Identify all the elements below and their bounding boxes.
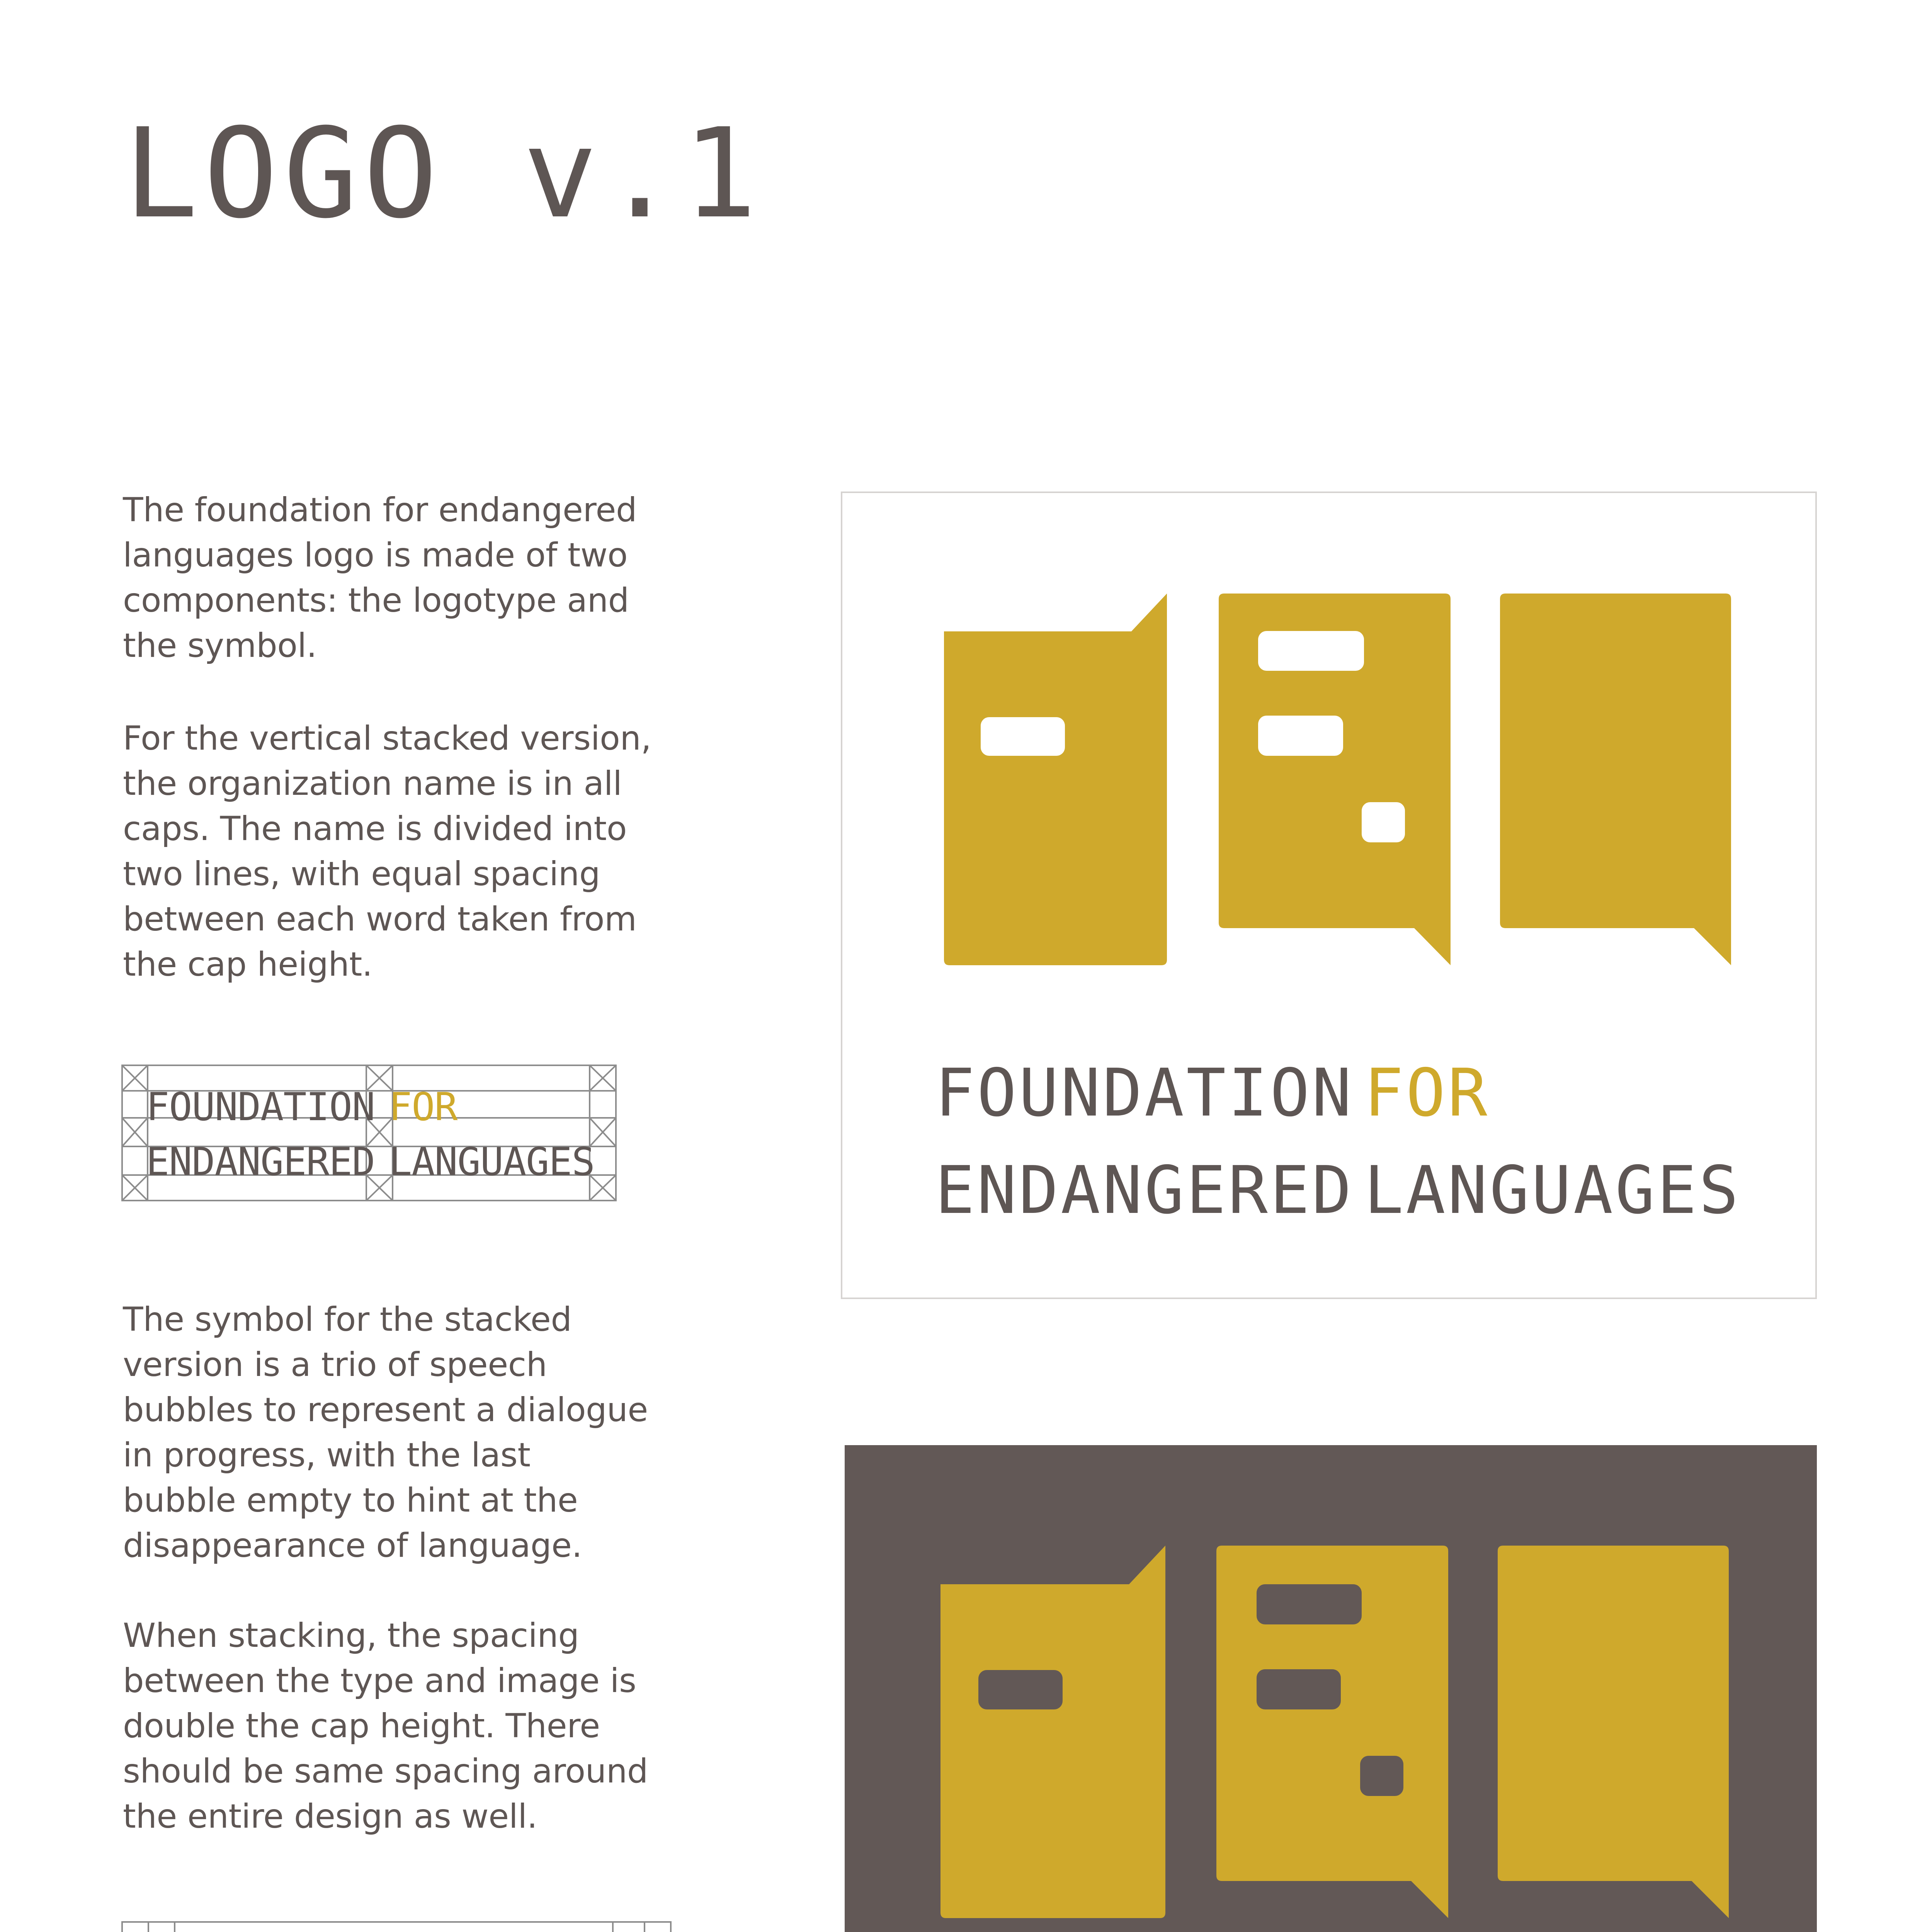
- text-line: should be same spacing around: [123, 1752, 648, 1791]
- text-line: the symbol.: [123, 626, 317, 665]
- text-line: between the type and image is: [123, 1662, 636, 1700]
- bubble-text-bar: [981, 717, 1065, 756]
- text-line: bubbles to represent a dialogue: [123, 1391, 648, 1429]
- text-line: double the cap height. There: [123, 1707, 600, 1745]
- logotype-word-languages: LANGUAGES: [1364, 1152, 1741, 1229]
- logo-panel-dark: [845, 1445, 1817, 1932]
- speech-bubble-right-empty: [1500, 594, 1731, 965]
- logotype-word-foundation: FOUNDATION: [935, 1055, 1354, 1131]
- bubble-text-bar: [1257, 1669, 1341, 1709]
- logotype-word-for: FOR: [389, 1084, 457, 1129]
- speech-bubble-left: [944, 594, 1167, 965]
- logotype-word-languages: LANGUAGES: [389, 1139, 595, 1184]
- speech-bubble-left: [940, 1546, 1165, 1918]
- speech-bubbles-trio-icon: [845, 1445, 1817, 1932]
- text-line: bubble empty to hint at the: [123, 1481, 578, 1520]
- text-line: languages logo is made of two: [123, 536, 628, 575]
- intro-paragraph: [123, 488, 672, 668]
- logotype-word-foundation: FOUNDATION: [146, 1084, 375, 1129]
- text-line: components: the logotype and: [123, 581, 629, 620]
- text-line: between each word taken from: [123, 900, 637, 939]
- text-line: caps. The name is divided into: [123, 810, 627, 848]
- logotype-construction-grid: [121, 1065, 617, 1201]
- logotype-word-endangered: ENDANGERED: [935, 1152, 1354, 1229]
- bubble-text-bar: [1258, 716, 1343, 756]
- page-title: LOGO v.1: [124, 102, 763, 246]
- text-line: disappearance of language.: [123, 1526, 582, 1565]
- text-line: For the vertical stacked version,: [123, 719, 651, 758]
- text-line: the organization name is in all: [123, 764, 622, 803]
- logotype-word-endangered: ENDANGERED: [146, 1139, 375, 1184]
- bubble-text-bar: [978, 1670, 1063, 1709]
- stacked-grid-svg: [121, 1921, 672, 1932]
- text-line: two lines, with equal spacing: [123, 855, 600, 893]
- stacked-version-paragraph: [123, 716, 672, 987]
- symbol-paragraph: [123, 1297, 672, 1568]
- logo-panel-light: [841, 492, 1817, 1299]
- stacked-logo-construction-grid: [121, 1921, 672, 1932]
- text-line: the entire design as well.: [123, 1797, 537, 1836]
- text-line: When stacking, the spacing: [123, 1616, 579, 1655]
- text-line: in progress, with the last: [123, 1436, 531, 1475]
- bubble-text-dot: [1360, 1756, 1403, 1796]
- logotype-word-for: FOR: [1364, 1055, 1490, 1131]
- spacing-paragraph: [123, 1613, 672, 1839]
- speech-bubble-right-empty: [1498, 1546, 1729, 1918]
- text-line: The foundation for endangered: [123, 491, 637, 529]
- text-line: The symbol for the stacked: [123, 1300, 572, 1339]
- bubble-text-bar: [1258, 631, 1364, 671]
- text-line: the cap height.: [123, 945, 372, 984]
- bubble-text-dot: [1362, 802, 1405, 842]
- bubble-text-bar: [1257, 1584, 1362, 1624]
- text-line: version is a trio of speech: [123, 1345, 547, 1384]
